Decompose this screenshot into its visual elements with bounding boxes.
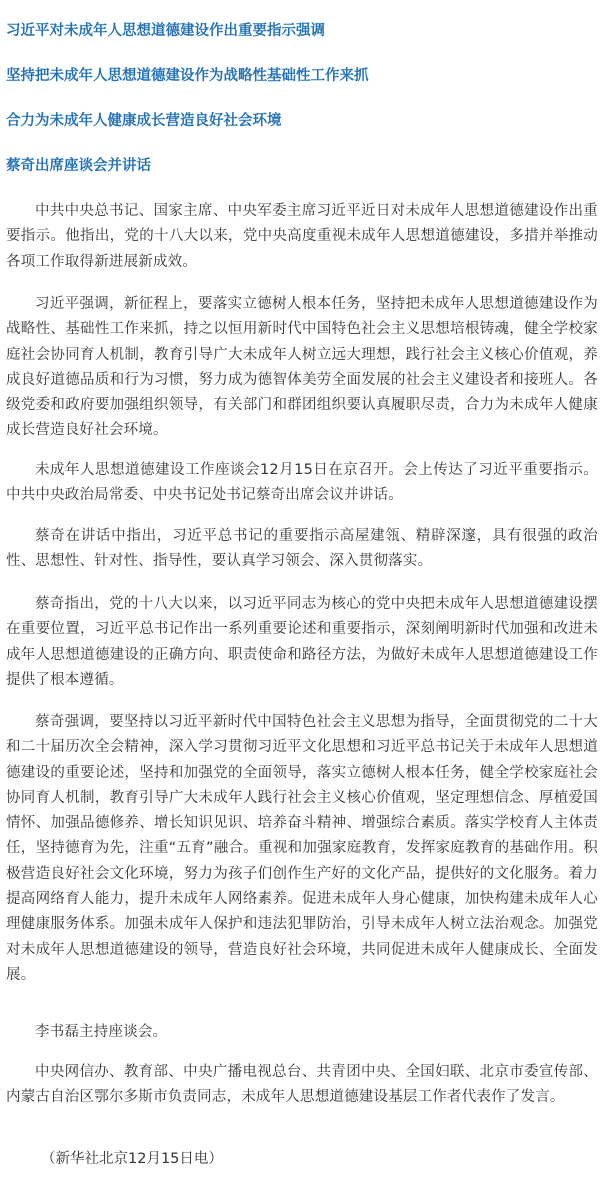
paragraph-4: 蔡奇在讲话中指出，习近平总书记的重要指示高屋建瓴、精辟深邃，具有很强的政治性、思想性、针对性、指导性，要认真学习领会、深入贯彻落实。 [6,528,598,570]
paragraph-6: 蔡奇强调，要坚持以习近平新时代中国特色社会主义思想为指导，全面贯彻党的二十大和二十届历次全会精神，深入学习贯彻习近平文化思想和习近平总书记关于未成年人思想道德建设的重要论述，坚持和加强党的全面领导，落实立德树人根本任务，健全学校家庭社会协同育人机制，教育引导广大未成年人践行社会主义核心价值观，坚定理想信念、厚植爱国情怀、加强品德修养、增长知识见识、培养奋斗精神、增强综合素质。落实学校育人主体责任，坚持德育为先，注重“五育”融合。重视和加强家庭教育，发挥家庭教育的基础作用。积极营造良好社会文化环境，努力为孩子们创作生产好的文化产品，提供好的文化服务。着力提高网络育人能力，提升未成年人网络素养。促进未成年人身心健康，加快构建未成年人心理健康服务体系。加强未成年人保护和违法犯罪防治，引导未成年人树立法治观念。加强党对未成年人思想道德建设的领导，营造良好社会环境，共同促进未成年人健康成长、全面发展。 [6,714,598,983]
headline-1: 习近平对未成年人思想道德建设作出重要指示强调 [6,23,325,39]
paragraph-8: 中央网信办、教育部、中央广播电视总台、共青团中央、全国妇联、北京市委宣传部、内蒙古自治区鄂尔多斯市负责同志，未成年人思想道德建设基层工作者代表作了发言。 [6,1064,598,1106]
headline-3: 合力为未成年人健康成长营造良好社会环境 [6,113,282,129]
paragraph-5: 蔡奇指出，党的十八大以来，以习近平同志为核心的党中央把未成年人思想道德建设摆在重要位置，习近平总书记作出一系列重要论述和重要指示，深刻阐明新时代加强和改进未成年人思想道德建设的正确方向、职责使命和路径方法，为做好未成年人思想道德建设工作提供了根本遵循。 [6,596,598,688]
paragraph-7: 李书磊主持座谈会。 [35,1024,168,1040]
paragraph-1: 中共中央总书记、国家主席、中央军委主席习近平近日对未成年人思想道德建设作出重要指示。他指出，党的十八大以来，党中央高度重视未成年人思想道德建设，多措并举推动各项工作取得新进展新成效。 [6,203,598,270]
paragraph-3: 未成年人思想道德建设工作座谈会12月15日在京召开。会上传达了习近平重要指示。中共中央政治局常委、中央书记处书记蔡奇出席会议并讲话。 [6,462,598,504]
dateline: （新华社北京12月15日电） [41,1151,223,1167]
headline-4: 蔡奇出席座谈会并讲话 [6,158,151,174]
headline-2: 坚持把未成年人思想道德建设作为战略性基础性工作来抓 [6,68,369,84]
paragraph-2: 习近平强调，新征程上，要落实立德树人根本任务，坚持把未成年人思想道德建设作为战略性、基础性工作来抓，持之以恒用新时代中国特色社会主义思想培根铸魂，健全学校家庭社会协同育人机制，教育引导广大未成年人树立远大理想，践行社会主义核心价值观，养成良好道德品质和行为习惯，努力成为德智体美劳全面发展的社会主义建设者和接班人。各级党委和政府要加强组织领导，有关部门和群团组织要认真履职尽责，合力为未成年人健康成长营造良好社会环境。 [6,296,598,439]
